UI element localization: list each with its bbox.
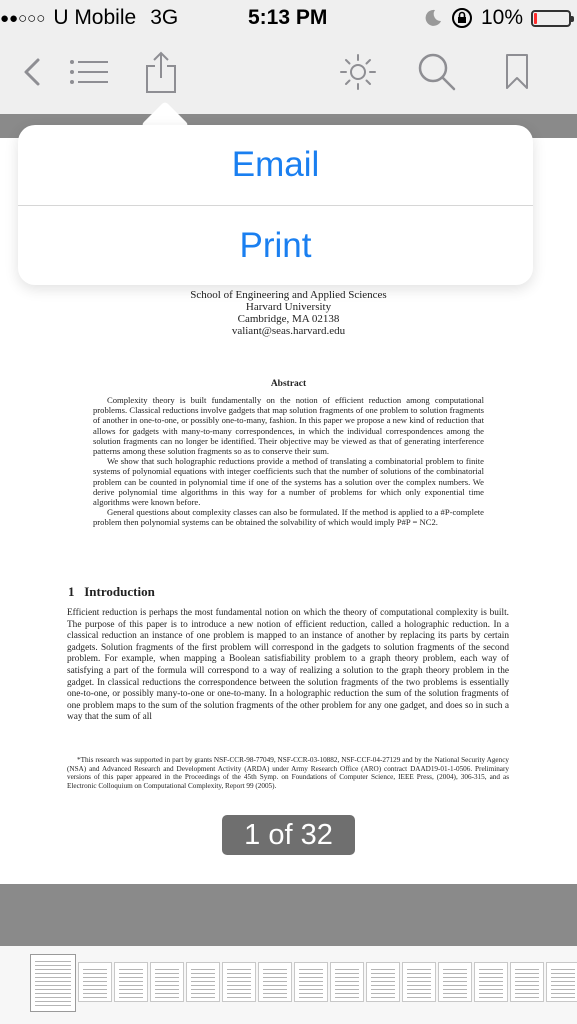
battery-percent: 10% [480, 6, 523, 29]
author-affiliation: School of Engineering and Applied Sciences Harvard University Cambridge, MA 02138 valiant@seas.harvard.edu [190, 289, 387, 337]
signal-strength-icon: ●●○○○ [0, 9, 46, 27]
page-thumbnail[interactable] [222, 962, 256, 1002]
page-thumbnail[interactable] [78, 962, 112, 1002]
network-type: 3G [150, 6, 179, 29]
reader-toolbar [0, 38, 577, 114]
page-indicator: 1 of 32 [222, 815, 355, 855]
status-bar [0, 0, 577, 38]
page-thumbnail[interactable] [510, 962, 544, 1002]
page-thumbnail[interactable] [30, 954, 76, 1012]
battery-level-fill [534, 13, 537, 24]
abstract-title: Abstract [270, 379, 307, 389]
page-thumbnail[interactable] [186, 962, 220, 1002]
search-icon[interactable] [414, 50, 458, 94]
thumbnail-list [30, 962, 577, 1012]
page-thumbnail[interactable] [114, 962, 148, 1002]
abstract-body: Complexity theory is built fundamentally on the notion of efficient reduction among computational problems. Classical reductions involve gadgets that map solution fragments of one problem to solution fragments of another in one-to-one, or possibly one-to-many, fashion. In this paper we propose a new kind of reduction that allows for gadgets with many-to-many correspondences, in which the individual correspondences among the solution fragments can no longer be identified. Their objective may be viewed as that of generating interference patterns among these solution fragments so as to conserve their sum. We show that such holographic reductions provide a method of translating a combinatorial problem to finite systems of polynomial equations with integer coefficients such that the number of solutions of the combinatorial problem can be counted in polynomial time if one of the systems has a solution over the complex numbers. We derive polynomial time algorithms in this way for a number of problems for which only exponential time algorithms were known before. General questions about complexity classes can also be formulated. If the method is applied to a #P-complete problem then polynomial systems can be obtained the solvability of which would imply P#P = NC2. [93, 395, 484, 528]
page-thumbnail[interactable] [438, 962, 472, 1002]
carrier-name: U Mobile [53, 6, 137, 29]
bookmark-icon[interactable] [495, 50, 539, 94]
table-of-contents-icon[interactable] [66, 50, 110, 94]
status-time: 5:13 PM [248, 6, 328, 29]
brightness-icon[interactable] [336, 50, 380, 94]
page-thumbnail[interactable] [366, 962, 400, 1002]
print-button[interactable]: Print [239, 226, 312, 265]
footnote: *This research was supported in part by grants NSF-CCR-98-77049, NSF-CCR-03-10882, NSF-CCF-04-27129 and by the National Security Agency (NSA) and Advanced Research and Development Activity (ARDA) under Army Research Office (ARO) contract DAAD19-01-1-0506. Preliminary versions of this paper appeared in the Proceedings of the 45th Symp. on Foundations of Computer Science, IEEE Press, (2004), 306-315, and as Electronic Colloquium on Computational Complexity, Report 99 (2005). [67, 756, 509, 790]
page-thumbnail[interactable] [546, 962, 577, 1002]
page-thumbnail[interactable] [150, 962, 184, 1002]
share-popover [18, 125, 533, 285]
share-icon[interactable] [139, 50, 183, 94]
page-thumbnail-strip [0, 946, 577, 1024]
page-thumbnail[interactable] [330, 962, 364, 1002]
email-button[interactable]: Email [231, 145, 320, 184]
introduction-text: Efficient reduction is perhaps the most fundamental notion on which the theory of computational complexity is built. The purpose of this paper is to introduce a new notion of efficient reduction, called a holographic reduction. In a classical reduction an instance of one problem is mapped to an instance of another by replacing its parts by certain gadgets. Solution fragments of the first problem will correspond in the gadgets to solution fragments of the second problem. For example, when mapping a Boolean satisfiability problem to a graph theory problem, each way of satisfying a part of the formula will correspond to a way of realizing a solution to the graph theory problem in the gadget. In classical reductions the correspondence between the solution fragments of the two problems is essentially one-to-one, or possibly many-to-one or one-to-many. In a holographic reduction the sum of the solution fragments of one problem maps to the sum of the solution fragments of the other problem for any one gadget, and does so in such a way that the sum of all [67, 608, 509, 723]
do-not-disturb-icon [423, 8, 443, 28]
orientation-lock-icon [451, 7, 473, 29]
page-thumbnail[interactable] [474, 962, 508, 1002]
back-chevron-icon[interactable] [10, 50, 54, 94]
battery-icon [531, 10, 571, 27]
page-thumbnail[interactable] [402, 962, 436, 1002]
page-background-bottom [0, 884, 577, 946]
section-title: 1 Introduction [68, 584, 155, 599]
page-thumbnail[interactable] [294, 962, 328, 1002]
page-thumbnail[interactable] [258, 962, 292, 1002]
